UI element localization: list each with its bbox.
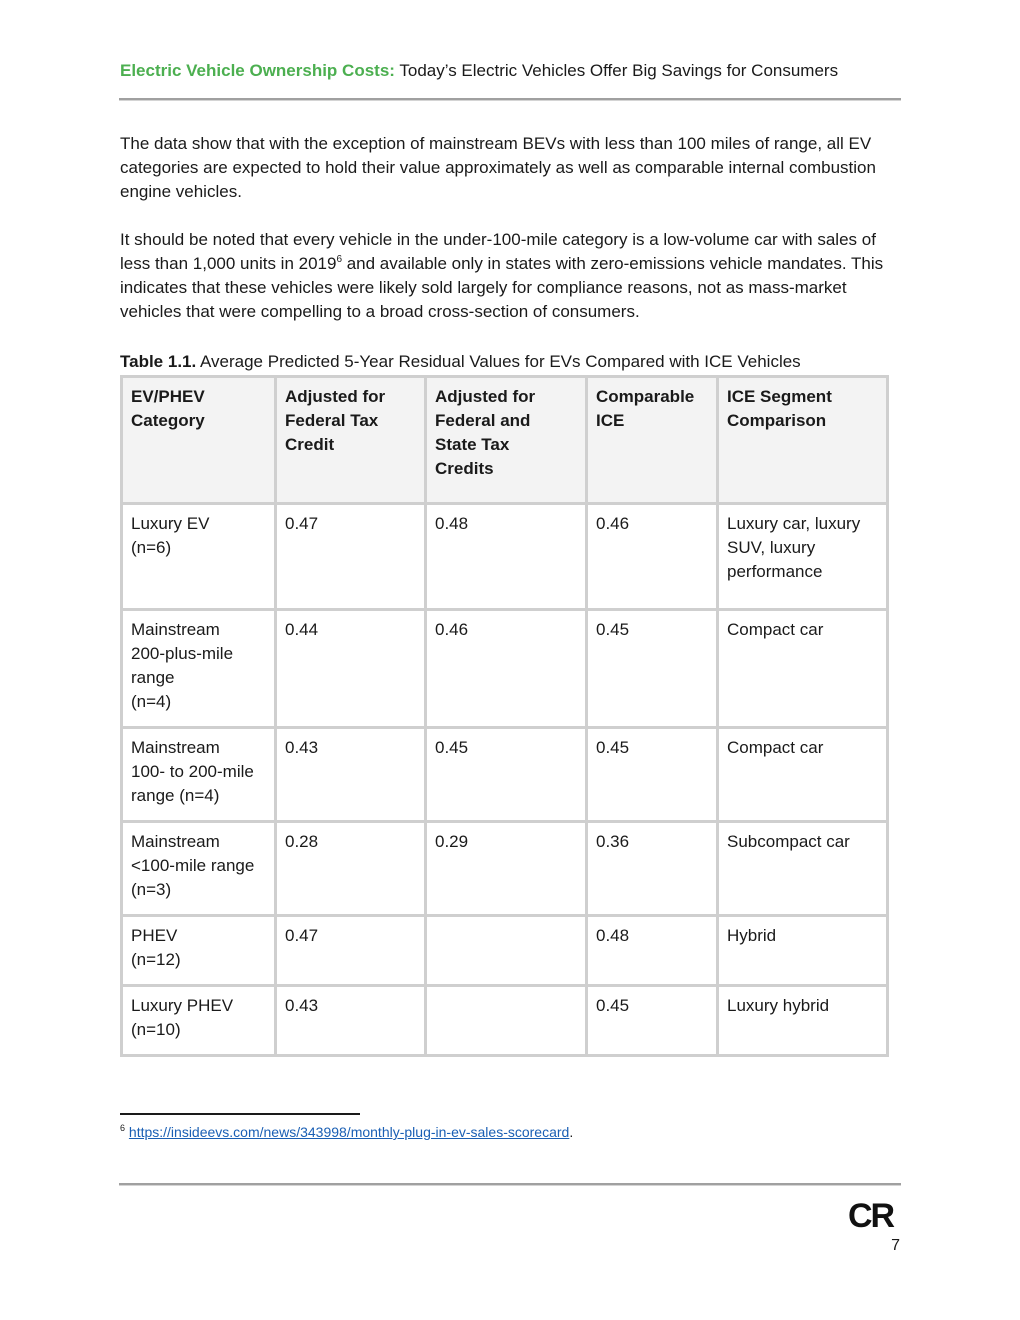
cell-ice-segment	[718, 504, 888, 610]
table-row	[122, 504, 888, 610]
cell-federal: 0.43	[276, 986, 426, 1056]
table-row	[122, 916, 888, 986]
cell-line: Comparable	[596, 387, 695, 406]
footnote-number: 6	[120, 1123, 126, 1133]
cell-comparable-ice: 0.36	[587, 822, 718, 916]
cell-comparable-ice: 0.45	[587, 986, 718, 1056]
cell-category	[122, 610, 276, 728]
header-ice-segment	[718, 377, 888, 504]
cell-line: (n=10)	[131, 1020, 181, 1039]
cell-line: Compact car	[727, 620, 824, 639]
cell-line: Luxury EV	[131, 514, 210, 533]
cell-line: Adjusted for	[435, 387, 536, 406]
cell-category	[122, 728, 276, 822]
cell-comparable-ice: 0.45	[587, 728, 718, 822]
cell-federal-state	[426, 916, 587, 986]
cell-category	[122, 822, 276, 916]
cell-line: Comparison	[727, 411, 827, 430]
table-row	[122, 610, 888, 728]
cell-federal: 0.43	[276, 728, 426, 822]
cell-ice-segment	[718, 986, 888, 1056]
cell-federal-state: 0.45	[426, 728, 587, 822]
paragraph-2-text-b: and available only in states with zero-emissions vehicle mandates. This indicates that these vehicles were likely sold largely for compliance reasons, not as mass-market vehicles that were compelling to a broad cross-section of consumers.	[120, 254, 884, 321]
table-caption-label: Table 1.1.	[120, 352, 197, 371]
page-number: 7	[891, 1237, 900, 1254]
cell-category	[122, 916, 276, 986]
cell-line: Mainstream	[131, 832, 220, 851]
table-row	[122, 822, 888, 916]
cell-federal: 0.44	[276, 610, 426, 728]
paragraph-2	[120, 228, 905, 324]
cell-line: Hybrid	[727, 926, 777, 945]
cell-line: Luxury PHEV	[131, 996, 234, 1015]
cell-comparable-ice: 0.45	[587, 610, 718, 728]
cell-federal-state: 0.48	[426, 504, 587, 610]
cell-line: Adjusted for	[285, 387, 386, 406]
cell-federal: 0.28	[276, 822, 426, 916]
cell-line: (n=4)	[131, 692, 172, 711]
cell-line: Subcompact car	[727, 832, 850, 851]
table-caption	[120, 350, 920, 374]
cell-line: Federal Tax	[285, 411, 379, 430]
header-divider	[119, 98, 901, 100]
header-title-rest: Today’s Electric Vehicles Offer Big Savings for Consumers	[399, 61, 839, 80]
running-header	[120, 60, 900, 82]
cell-line: range	[131, 668, 175, 687]
cell-line: ICE Segment	[727, 387, 832, 406]
cell-line: Federal and	[435, 411, 531, 430]
cell-line: range (n=4)	[131, 786, 220, 805]
table-row	[122, 728, 888, 822]
cell-line: Mainstream	[131, 620, 220, 639]
cell-line: ICE	[596, 411, 625, 430]
cell-line: State Tax	[435, 435, 510, 454]
header-federal	[276, 377, 426, 504]
cr-logo: CR	[848, 1197, 894, 1235]
paragraph-1: The data show that with the exception of mainstream BEVs with less than 100 miles of range, all EV categories are expected to hold their value approximately as well as comparable internal combustion engine vehicles.	[120, 134, 876, 201]
cell-ice-segment	[718, 916, 888, 986]
cell-federal: 0.47	[276, 916, 426, 986]
cell-category	[122, 986, 276, 1056]
cell-federal-state: 0.46	[426, 610, 587, 728]
header-comparable-ice	[587, 377, 718, 504]
footer-divider	[119, 1183, 901, 1185]
cell-ice-segment	[718, 728, 888, 822]
paragraph-2-text-a: It should be noted that every vehicle in the under-100-mile category is a low-volume car with sales of less than 1,000 units in 2019	[120, 230, 876, 273]
header-category	[122, 377, 276, 504]
cell-line: Luxury car, luxury	[727, 514, 861, 533]
cell-line: 100- to 200-mile	[131, 762, 254, 781]
cell-line: Compact car	[727, 738, 824, 757]
cell-ice-segment	[718, 610, 888, 728]
header-title-green: Electric Vehicle Ownership Costs:	[120, 61, 395, 80]
header-federal-state	[426, 377, 587, 504]
footnote	[120, 1122, 573, 1142]
cell-line: (n=12)	[131, 950, 181, 969]
cell-line: (n=3)	[131, 880, 172, 899]
residual-values-table	[120, 375, 889, 1057]
cell-line: Luxury hybrid	[727, 996, 830, 1015]
footnote-period: .	[569, 1124, 574, 1140]
cell-line: SUV, luxury	[727, 538, 816, 557]
cell-federal-state: 0.29	[426, 822, 587, 916]
footnote-divider	[120, 1113, 360, 1115]
cell-line: EV/PHEV	[131, 387, 205, 406]
cell-line: PHEV	[131, 926, 178, 945]
footnote-link[interactable]: https://insideevs.com/news/343998/monthly-plug-in-ev-sales-scorecard	[128, 1124, 570, 1140]
cell-line: performance	[727, 562, 823, 581]
table-row	[122, 986, 888, 1056]
cell-line: <100-mile range	[131, 856, 255, 875]
cell-category	[122, 504, 276, 610]
table-header-row	[122, 377, 888, 504]
cell-line: Mainstream	[131, 738, 220, 757]
cell-comparable-ice: 0.48	[587, 916, 718, 986]
table-caption-text: Average Predicted 5-Year Residual Values for EVs Compared with ICE Vehicles	[196, 352, 801, 371]
cell-federal-state	[426, 986, 587, 1056]
cell-line: Category	[131, 411, 205, 430]
cell-line: Credit	[285, 435, 335, 454]
footnote-ref[interactable]: 6	[336, 254, 342, 265]
cell-line: 200-plus-mile	[131, 644, 234, 663]
cell-comparable-ice: 0.46	[587, 504, 718, 610]
cell-ice-segment	[718, 822, 888, 916]
cell-line: (n=6)	[131, 538, 172, 557]
cell-federal: 0.47	[276, 504, 426, 610]
cell-line: Credits	[435, 459, 494, 478]
